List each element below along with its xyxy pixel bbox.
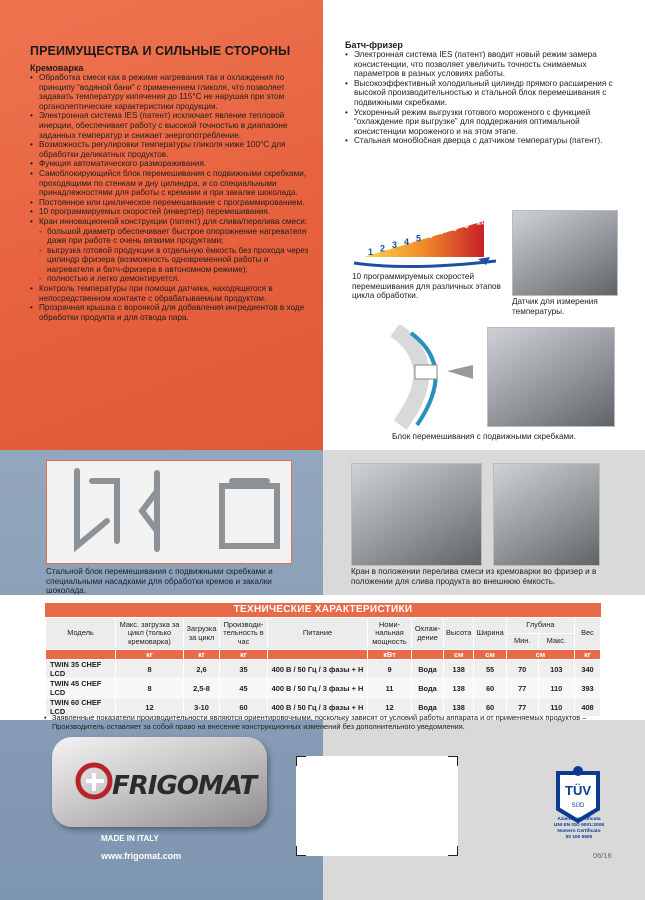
col-depth: Глубина [506, 618, 574, 634]
arrow-left-icon [447, 365, 473, 379]
sublist-item: - полностью и легко демонтируется. [39, 274, 310, 284]
table-cell: TWIN 35 CHEF LCD [46, 660, 116, 679]
blade-caption: Блок перемешивания с подвижными скребками. [392, 432, 577, 441]
table-cell: 45 [220, 679, 268, 698]
col-power: Питание [268, 618, 368, 650]
table-cell: 8 [116, 660, 184, 679]
col-load: Загрузка за цикл [184, 618, 220, 650]
table-cell: 12 [116, 698, 184, 717]
freezer-list [345, 50, 625, 146]
table-cell: 77 [506, 679, 538, 698]
sublist-item: - выгрузка готовой продукции в отдельную ёмкость без прохода через цилиндр фризера (возможность одновременной работы и нагревателя и батч-фризера в автономном режиме); [39, 246, 310, 275]
speed-level-label: 2 [380, 243, 386, 254]
table-cell: 77 [506, 698, 538, 717]
edition-date: 06/16 [593, 851, 612, 860]
col-width: Ширина [474, 618, 506, 650]
cooker-heading: Кремоварка [30, 63, 84, 73]
table-cell: 60 [474, 698, 506, 717]
table-cell: 103 [538, 660, 574, 679]
speed-level-label: 4 [404, 236, 410, 247]
table-cell: 138 [444, 698, 474, 717]
speed-level-label: 1 [368, 247, 374, 257]
col-model: Модель [46, 618, 116, 650]
list-item: • Самоблокирующийся блок перемешивания с подвижными скребками, проходящими по стенкам и дну цилиндра, и со специальными принадлежностями для работы с кремами и при закалке шоколада. [30, 169, 310, 198]
unit-cell: см [506, 650, 574, 660]
table-cell: 393 [575, 679, 601, 698]
certificate-text: Azienda Certificata UNI EN ISO 9001:2008 Numero Certificato 50 100 5600 [553, 817, 605, 840]
table-cell: 138 [444, 660, 474, 679]
sud-text: SÜD [571, 803, 585, 809]
kit-illustration [47, 461, 291, 563]
unit-cell: см [444, 650, 474, 660]
col-height: Высота [444, 618, 474, 650]
table-cell: 9 [368, 660, 412, 679]
col-weight: Вес [575, 618, 601, 650]
table-cell: 110 [538, 698, 574, 717]
table-cell: 408 [575, 698, 601, 717]
speeds-caption: 10 программируемых скоростей перемешивания для различных этапов цикла обработки. [352, 272, 501, 301]
valve-caption: Кран в положении перелива смеси из кремоварки во фризер и в положении для слива продукта во внешнюю ёмкость. [351, 567, 597, 586]
col-nominal: Номи- нальная мощность [368, 618, 412, 650]
speed-level-label: 6 [428, 230, 434, 240]
kit-caption: Стальной блок перемешивания с подвижными скребками и специальными насадками для обработки кремов и закалки шоколада. [46, 567, 273, 596]
list-item: • Прозрачная крышка с воронкой для добавления ингредиентов в ходе обработки продукта и для отвода пара. [30, 303, 310, 322]
table-cell: 55 [474, 660, 506, 679]
table-cell: 11 [368, 679, 412, 698]
made-in-italy: MADE IN ITALY [101, 834, 159, 843]
speed-level-label: 10 [476, 216, 487, 227]
list-item: • Контроль температуры при помощи датчика, находящегося в непосредственном контакте с обрабатываемым продуктом. [30, 284, 310, 303]
kit-photo [46, 460, 292, 564]
speed-scale-graphic [350, 213, 500, 273]
table-cell: 400 В / 50 Гц / 3 фазы + Н [268, 679, 368, 698]
table-cell: 138 [444, 679, 474, 698]
valve-photo-drain [493, 463, 600, 566]
list-item [30, 217, 310, 284]
table-cell: 2,6 [184, 660, 220, 679]
sensor-caption: Датчик для измерения температуры. [512, 297, 598, 316]
table-cell: 60 [474, 679, 506, 698]
table-cell: 35 [220, 660, 268, 679]
table-cell: 110 [538, 679, 574, 698]
sensor-photo [512, 210, 618, 296]
col-depth-max: Макс. [538, 634, 574, 650]
specs-title: ТЕХНИЧЕСКИЕ ХАРАКТЕРИСТИКИ [45, 603, 601, 617]
table-cell: 12 [368, 698, 412, 717]
blade-photo [487, 327, 615, 427]
table-cell: 8 [116, 679, 184, 698]
list-item: • Возможность регулировки температуры гликоля ниже 100°С для обработки деликатных продуктов. [30, 140, 310, 159]
logo-wordmark: FRIGOMAT [112, 771, 257, 801]
frigomat-mark-icon [74, 761, 114, 801]
frigomat-logo [52, 737, 267, 827]
unit-cell: кг [220, 650, 268, 660]
col-cooling: Охлаж- дение [412, 618, 444, 650]
freezer-section [345, 40, 625, 146]
col-max-load: Макс. загрузка за цикл (только кремоварка) [116, 618, 184, 650]
speed-level-label: 9 [464, 219, 470, 230]
specs-table [45, 617, 601, 717]
speed-level-label: 3 [392, 240, 398, 251]
disclaimer-text: Заявленные показатели производительности являются ориентировочными, поскольку зависят от условий работы аппарата и от применяемых продуктов – Производитель оставляет за собой право на внесение конструкционных изменений без дополнительного уведомления. [52, 713, 587, 732]
website-link[interactable]: www.frigomat.com [101, 851, 182, 861]
tap-sublist [39, 227, 310, 285]
specs-rows [46, 660, 601, 717]
advantages-section [30, 44, 310, 322]
speed-level-label: 8 [452, 223, 458, 234]
freezer-heading: Батч-фризер [345, 40, 403, 50]
sublist-item: - большой диаметр обеспечивает быстрое опорожнение нагревателя даже при работе с очень вязкими продуктами; [39, 227, 310, 246]
table-cell: Вода [412, 660, 444, 679]
list-item: • Постоянное или циклическое перемешивание с программированием. [30, 198, 310, 208]
table-cell: 70 [506, 660, 538, 679]
list-item: • Функция автоматического размораживания. [30, 159, 310, 169]
list-item: • Электронная система IES (патент) исключает явление тепловой инерции, обеспечивает работу с высокой точностью в диапазоне заданных температур и снижает энергопотребление. [30, 111, 310, 140]
table-cell: TWIN 45 CHEF LCD [46, 679, 116, 698]
scraper-diagram [385, 325, 485, 430]
cooker-list [30, 73, 310, 322]
list-item: • Ускоренный режим выгрузки готового мороженого с функцией “охлаждение при выгрузке” для поддержания оптимальной консистенции мороженого и на этом этапе. [345, 108, 625, 137]
unit-cell: кВт [368, 650, 412, 660]
list-item: • Высокоэффективный холодильный цилиндр прямого расширения с высокой производительностью и стальной блок перемешивания с подвижными скребками. [345, 79, 625, 108]
unit-cell: кг [184, 650, 220, 660]
unit-cell: кг [575, 650, 601, 660]
units-row [46, 650, 601, 660]
table-cell: 400 В / 50 Гц / 3 фазы + Н [268, 698, 368, 717]
speed-level-label: 7 [440, 226, 446, 237]
col-depth-min: Мин. [506, 634, 538, 650]
speed-level-label: 5 [416, 233, 422, 244]
unit-cell: см [474, 650, 506, 660]
unit-cell: кг [116, 650, 184, 660]
table-cell: 400 В / 50 Гц / 3 фазы + Н [268, 660, 368, 679]
table-cell: 340 [575, 660, 601, 679]
dealer-stamp-area [296, 756, 458, 856]
list-item: • Обработка смеси как в режиме нагревания так и охлаждения по принципу “водяной бани” с применением гликоля, что позволяет задавать температуру кипячения до 115°С не нарушая при этом органолептические характеристики продукции. [30, 73, 310, 111]
valve-photo-overflow [351, 463, 482, 566]
col-output: Производи- тельность в час [220, 618, 268, 650]
tuv-text: TÜV [565, 783, 591, 798]
table-cell: Вода [412, 679, 444, 698]
list-item: • 10 программируемых скоростей (инвертер) перемешивания. [30, 207, 310, 217]
table-cell: 60 [220, 698, 268, 717]
table-cell: TWIN 60 CHEF LCD [46, 698, 116, 717]
disclaimer-note: • Заявленные показатели производительности являются ориентировочными, поскольку зависят от условий работы аппарата и от применяемых продуктов – Производитель оставляет за собой право на внесение конструкционных изменений без дополнительного уведомления. [44, 713, 614, 732]
table-row [46, 679, 601, 698]
table-cell: 3-10 [184, 698, 220, 717]
list-item: • Стальная монобločная дверца с датчиком температуры (патент). [345, 136, 625, 146]
speed-swoosh [354, 261, 496, 267]
list-item: • Электронная система IES (патент) вводит новый режим замера консистенции, что позволяет увеличить точность снимаемых параметров в разных условиях работы. [345, 50, 625, 79]
table-cell: 2,5-8 [184, 679, 220, 698]
table-row [46, 660, 601, 679]
list-item-text: Кран инновационной конструкции (патент) для слива/перелива смеси: [39, 216, 308, 226]
section-title: ПРЕИМУЩЕСТВА И СИЛЬНЫЕ СТОРОНЫ [30, 44, 291, 58]
table-cell: Вода [412, 698, 444, 717]
